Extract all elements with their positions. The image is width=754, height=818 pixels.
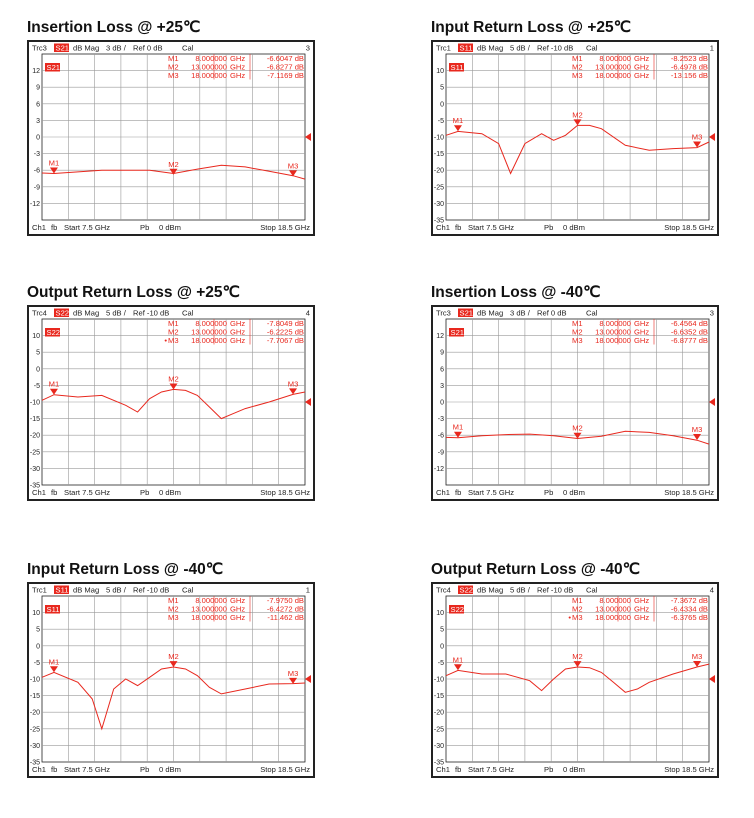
marker-value: -6.8777 dB	[670, 336, 708, 346]
marker-unit: GHz	[230, 327, 246, 337]
y-tick-label: -20	[433, 167, 444, 175]
y-tick-label: -5	[437, 659, 444, 667]
marker-id: M1	[168, 319, 179, 328]
marker-freq: 13.000000	[191, 604, 227, 614]
y-tick-label: -20	[29, 709, 40, 717]
marker-label: M1	[452, 116, 464, 126]
marker-unit: GHz	[634, 613, 650, 623]
param-label: S22	[55, 308, 70, 318]
marker-unit: GHz	[230, 596, 246, 605]
format-label: dB Mag	[477, 308, 504, 318]
ref-label: Ref 0 dB	[133, 43, 163, 53]
y-tick-label: -20	[29, 432, 40, 440]
marker-unit: GHz	[634, 336, 650, 346]
y-tick-label: 12	[32, 68, 40, 76]
chart-title: Output Return Loss @ +25℃	[27, 284, 240, 301]
marker-freq: 8.000000	[195, 319, 227, 328]
vna-screen	[431, 305, 719, 501]
marker-value: -6.6352 dB	[670, 327, 708, 337]
param-label: S11	[459, 43, 473, 53]
y-tick-label: -35	[29, 759, 40, 767]
vna-screen	[431, 40, 719, 236]
y-tick-label: 9	[440, 349, 444, 357]
y-tick-label: 5	[36, 349, 40, 357]
scale-label: 5 dB /	[106, 585, 126, 595]
stop-freq: Stop 18.5 GHz	[260, 488, 310, 497]
marker-id: M2	[572, 327, 583, 337]
y-tick-label: -15	[29, 416, 40, 424]
fb-label: fb	[455, 223, 462, 232]
marker-id: M2	[168, 62, 179, 72]
fb-label: fb	[51, 223, 58, 232]
y-tick-label: 10	[436, 68, 444, 76]
chart-panel-3	[27, 283, 317, 501]
marker-value: -6.6047 dB	[266, 54, 304, 63]
ref-level-arrow	[305, 675, 311, 683]
marker-id: M1	[168, 54, 179, 63]
ref-label: Ref -10 dB	[537, 585, 574, 595]
scale-label: 5 dB /	[510, 43, 530, 53]
marker-id: M2	[572, 62, 583, 72]
vna-screen	[27, 582, 315, 778]
marker-unit: GHz	[634, 319, 650, 328]
trace-badge-label: S21	[46, 63, 61, 72]
y-tick-label: 0	[440, 101, 444, 109]
scale-label: 5 dB /	[510, 585, 530, 595]
y-tick-label: -10	[29, 676, 40, 684]
y-tick-label: 0	[440, 643, 444, 651]
trace-id: Trc4	[32, 308, 47, 318]
marker-freq: 8.000000	[195, 596, 227, 605]
marker-triangle	[454, 125, 462, 131]
y-tick-label: 3	[440, 382, 444, 390]
y-tick-label: 6	[36, 101, 40, 109]
marker-value: -6.4334 dB	[670, 604, 708, 614]
marker-triangle	[574, 661, 582, 667]
y-tick-label: 5	[440, 84, 444, 92]
marker-freq: 18.000000	[595, 71, 631, 81]
marker-label: M2	[572, 652, 583, 662]
marker-freq: 13.000000	[595, 62, 631, 72]
channel-label: Ch1	[32, 223, 46, 232]
marker-freq: 13.000000	[595, 604, 631, 614]
chart-panel-2	[431, 18, 721, 236]
chart-title: Output Return Loss @ -40℃	[431, 561, 641, 578]
chart-title: Insertion Loss @ -40℃	[431, 284, 601, 301]
cal-label: Cal	[586, 308, 598, 318]
trace-badge-label: S11	[46, 605, 60, 614]
y-tick-label: 10	[436, 610, 444, 618]
start-freq: Start 7.5 GHz	[64, 223, 111, 232]
channel-label: Ch1	[32, 765, 46, 774]
marker-label: M2	[168, 374, 179, 384]
marker-unit: GHz	[230, 54, 246, 63]
marker-id: M3	[572, 613, 583, 623]
y-tick-label: 0	[36, 366, 40, 374]
marker-id: M3	[168, 71, 179, 81]
power-label: Pb	[140, 223, 150, 232]
trace-number: 1	[709, 43, 714, 53]
marker-triangle	[50, 168, 58, 174]
marker-value: -7.9750 dB	[266, 596, 304, 605]
y-tick-label: 12	[436, 333, 444, 341]
cal-label: Cal	[182, 308, 194, 318]
format-label: dB Mag	[477, 43, 504, 53]
param-label: S11	[55, 585, 69, 595]
y-tick-label: -10	[433, 676, 444, 684]
trace-number: 3	[709, 308, 714, 318]
y-tick-label: -12	[433, 465, 444, 473]
vna-screen	[27, 305, 315, 501]
y-tick-label: -20	[433, 709, 444, 717]
y-tick-label: 9	[36, 84, 40, 92]
param-label: S22	[459, 585, 474, 595]
y-tick-label: -6	[437, 432, 444, 440]
ref-level-arrow	[709, 133, 715, 141]
power-value: 0 dBm	[563, 223, 585, 232]
marker-triangle	[50, 666, 58, 672]
marker-freq: 13.000000	[191, 62, 227, 72]
y-tick-label: 6	[440, 366, 444, 374]
channel-label: Ch1	[32, 488, 46, 497]
y-tick-label: 5	[440, 626, 444, 634]
trace-id: Trc1	[32, 585, 47, 595]
vna-screen	[431, 582, 719, 778]
ref-label: Ref -10 dB	[133, 308, 170, 318]
marker-label: M3	[691, 425, 703, 435]
marker-unit: GHz	[634, 327, 650, 337]
marker-value: -11.462 dB	[267, 613, 304, 623]
marker-unit: GHz	[230, 336, 246, 346]
marker-star: •	[568, 613, 571, 623]
marker-label: M3	[691, 651, 703, 661]
marker-label: M2	[572, 423, 583, 433]
marker-label: M3	[287, 379, 299, 389]
y-tick-label: -15	[433, 151, 444, 159]
y-tick-label: -10	[29, 399, 40, 407]
marker-id: M3	[572, 71, 583, 81]
marker-value: -13.156 dB	[670, 71, 708, 81]
marker-label: M1	[48, 657, 60, 667]
start-freq: Start 7.5 GHz	[468, 488, 515, 497]
stop-freq: Stop 18.5 GHz	[260, 223, 310, 232]
marker-unit: GHz	[230, 604, 246, 614]
start-freq: Start 7.5 GHz	[468, 765, 515, 774]
y-tick-label: 5	[36, 626, 40, 634]
marker-unit: GHz	[230, 62, 246, 72]
ref-level-arrow	[305, 398, 311, 406]
marker-freq: 13.000000	[191, 327, 227, 337]
marker-triangle	[693, 434, 701, 440]
trace-badge-label: S11	[450, 63, 464, 72]
marker-freq: 8.000000	[599, 319, 631, 328]
chart-panel-5	[27, 560, 317, 778]
cal-label: Cal	[182, 585, 194, 595]
y-tick-label: -25	[29, 726, 40, 734]
marker-id: M3	[168, 613, 179, 623]
y-tick-label: -30	[29, 465, 40, 473]
trace-badge-label: S21	[450, 328, 465, 337]
marker-unit: GHz	[634, 604, 650, 614]
marker-value: -8.2523 dB	[670, 54, 708, 63]
marker-value: -6.8277 dB	[266, 62, 304, 72]
trace-id: Trc1	[436, 43, 451, 53]
y-tick-label: -5	[33, 382, 40, 390]
scale-label: 3 dB /	[106, 43, 126, 53]
y-tick-label: -9	[437, 449, 444, 457]
vna-screen	[27, 40, 315, 236]
trace-number: 4	[305, 308, 310, 318]
fb-label: fb	[51, 765, 58, 774]
ref-level-arrow	[305, 133, 311, 141]
trace-number: 1	[305, 585, 310, 595]
y-tick-label: -25	[433, 726, 444, 734]
chart-title: Input Return Loss @ +25℃	[431, 19, 632, 36]
format-label: dB Mag	[73, 308, 100, 318]
format-label: dB Mag	[73, 585, 100, 595]
marker-freq: 13.000000	[595, 327, 631, 337]
ref-label: Ref -10 dB	[537, 43, 574, 53]
ref-level-arrow	[709, 675, 715, 683]
marker-freq: 8.000000	[599, 596, 631, 605]
y-tick-label: -9	[33, 184, 40, 192]
fb-label: fb	[51, 488, 58, 497]
marker-unit: GHz	[230, 71, 246, 81]
marker-value: -6.4564 dB	[670, 319, 708, 328]
y-tick-label: -25	[433, 184, 444, 192]
cal-label: Cal	[586, 585, 598, 595]
y-tick-label: -3	[33, 151, 40, 159]
y-tick-label: 3	[36, 117, 40, 125]
marker-id: M2	[168, 604, 179, 614]
trace-badge-label: S22	[46, 328, 61, 337]
chart-plot	[29, 584, 313, 776]
start-freq: Start 7.5 GHz	[468, 223, 515, 232]
marker-triangle	[170, 383, 178, 389]
format-label: dB Mag	[477, 585, 504, 595]
trace-id: Trc4	[436, 585, 451, 595]
y-tick-label: -15	[433, 693, 444, 701]
marker-value: -6.4978 dB	[670, 62, 708, 72]
y-tick-label: 10	[32, 610, 40, 618]
trace-id: Trc3	[32, 43, 47, 53]
stop-freq: Stop 18.5 GHz	[664, 223, 714, 232]
power-value: 0 dBm	[159, 223, 181, 232]
ref-level-arrow	[709, 398, 715, 406]
power-value: 0 dBm	[563, 765, 585, 774]
trace-number: 3	[305, 43, 310, 53]
y-tick-label: -6	[33, 167, 40, 175]
marker-freq: 8.000000	[195, 54, 227, 63]
marker-unit: GHz	[634, 71, 650, 81]
marker-triangle	[170, 661, 178, 667]
channel-label: Ch1	[436, 223, 450, 232]
marker-id: M3	[168, 336, 179, 346]
chart-plot	[29, 307, 313, 499]
chart-panel-4	[431, 283, 721, 501]
trace-badge-label: S22	[450, 605, 465, 614]
power-label: Pb	[544, 223, 554, 232]
y-tick-label: 0	[36, 134, 40, 142]
y-tick-label: 0	[440, 399, 444, 407]
trace-number: 4	[709, 585, 714, 595]
marker-triangle	[454, 432, 462, 438]
chart-plot	[29, 42, 313, 234]
stop-freq: Stop 18.5 GHz	[664, 488, 714, 497]
fb-label: fb	[455, 488, 462, 497]
marker-triangle	[454, 664, 462, 670]
power-label: Pb	[140, 765, 150, 774]
y-tick-label: -25	[29, 449, 40, 457]
power-value: 0 dBm	[159, 765, 181, 774]
marker-id: M2	[168, 327, 179, 337]
y-tick-label: -3	[437, 416, 444, 424]
y-tick-label: -15	[29, 693, 40, 701]
marker-label: M2	[572, 110, 583, 120]
power-value: 0 dBm	[563, 488, 585, 497]
marker-label: M2	[168, 652, 179, 662]
marker-label: M1	[452, 655, 464, 665]
chart-panel-1	[27, 18, 317, 236]
trace-id: Trc3	[436, 308, 451, 318]
y-tick-label: -10	[433, 134, 444, 142]
marker-value: -7.7067 dB	[266, 336, 304, 346]
chart-plot	[433, 584, 717, 776]
y-tick-label: -30	[29, 742, 40, 750]
y-tick-label: -12	[29, 200, 40, 208]
channel-label: Ch1	[436, 488, 450, 497]
param-label: S21	[459, 308, 474, 318]
marker-freq: 18.000000	[191, 613, 227, 623]
marker-unit: GHz	[634, 62, 650, 72]
ref-label: Ref 0 dB	[537, 308, 567, 318]
y-tick-label: -35	[433, 217, 444, 225]
power-label: Pb	[544, 488, 554, 497]
marker-value: -6.2225 dB	[266, 327, 304, 337]
marker-value: -7.8049 dB	[266, 319, 304, 328]
param-label: S21	[55, 43, 70, 53]
chart-title: Insertion Loss @ +25℃	[27, 19, 201, 36]
marker-unit: GHz	[634, 54, 650, 63]
scale-label: 3 dB /	[510, 308, 530, 318]
marker-label: M3	[287, 161, 299, 171]
marker-id: M1	[572, 319, 583, 328]
marker-unit: GHz	[634, 596, 650, 605]
chart-title: Input Return Loss @ -40℃	[27, 561, 224, 578]
marker-label: M1	[48, 158, 60, 168]
y-tick-label: 10	[32, 333, 40, 341]
marker-triangle	[170, 169, 178, 175]
marker-id: M1	[168, 596, 179, 605]
marker-label: M3	[287, 668, 299, 678]
scale-label: 5 dB /	[106, 308, 126, 318]
marker-freq: 18.000000	[191, 336, 227, 346]
y-tick-label: -35	[29, 482, 40, 490]
stop-freq: Stop 18.5 GHz	[260, 765, 310, 774]
y-tick-label: -35	[433, 759, 444, 767]
marker-freq: 18.000000	[595, 613, 631, 623]
marker-value: -7.1169 dB	[267, 71, 304, 81]
y-tick-label: -30	[433, 200, 444, 208]
marker-unit: GHz	[230, 319, 246, 328]
marker-label: M1	[48, 379, 60, 389]
y-tick-label: -5	[437, 117, 444, 125]
marker-triangle	[50, 389, 58, 395]
format-label: dB Mag	[73, 43, 100, 53]
marker-triangle	[574, 119, 582, 125]
y-tick-label: -5	[33, 659, 40, 667]
marker-star: •	[164, 336, 167, 346]
y-tick-label: -30	[433, 742, 444, 750]
chart-plot	[433, 42, 717, 234]
channel-label: Ch1	[436, 765, 450, 774]
marker-value: -6.4272 dB	[266, 604, 304, 614]
marker-label: M3	[691, 132, 703, 142]
marker-id: M1	[572, 596, 583, 605]
start-freq: Start 7.5 GHz	[64, 765, 111, 774]
chart-plot	[433, 307, 717, 499]
marker-unit: GHz	[230, 613, 246, 623]
marker-freq: 18.000000	[191, 71, 227, 81]
start-freq: Start 7.5 GHz	[64, 488, 111, 497]
marker-id: M1	[572, 54, 583, 63]
marker-freq: 8.000000	[599, 54, 631, 63]
y-tick-label: 0	[36, 643, 40, 651]
marker-value: -7.3672 dB	[670, 596, 708, 605]
cal-label: Cal	[182, 43, 194, 53]
marker-triangle	[289, 678, 297, 684]
marker-id: M3	[572, 336, 583, 346]
ref-label: Ref -10 dB	[133, 585, 170, 595]
chart-panel-6	[431, 560, 721, 778]
fb-label: fb	[455, 765, 462, 774]
marker-label: M1	[452, 422, 464, 432]
marker-id: M2	[572, 604, 583, 614]
power-label: Pb	[140, 488, 150, 497]
stop-freq: Stop 18.5 GHz	[664, 765, 714, 774]
power-label: Pb	[544, 765, 554, 774]
cal-label: Cal	[586, 43, 598, 53]
power-value: 0 dBm	[159, 488, 181, 497]
marker-freq: 18.000000	[595, 336, 631, 346]
marker-label: M2	[168, 159, 179, 169]
marker-value: -6.3765 dB	[670, 613, 708, 623]
